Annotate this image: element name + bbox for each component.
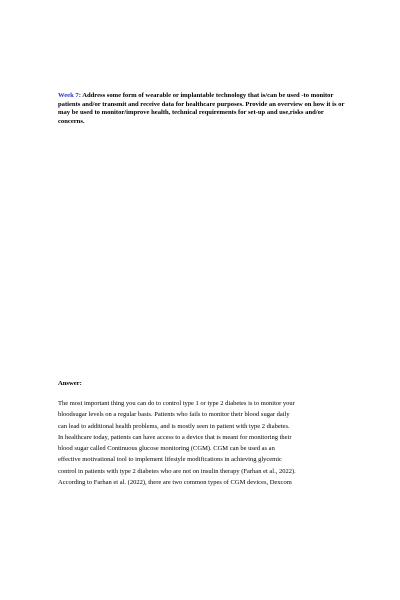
assignment-prompt — [58, 92, 350, 127]
answer-line: blood sugar called Continuous glucose monitoring (CGM). CGM can be used as an — [58, 445, 275, 453]
answer-line: bloodsugar levels on a regular basis. Patients who fails to monitor their blood sugar daily — [58, 411, 290, 419]
answer-line: control in patients with type 2 diabetes who are not on insulin therapy (Farhan et al., 2022). — [58, 467, 296, 475]
answer-line: The most important thing you can do to control type 1 or type 2 diabetes is to monitor your — [58, 400, 295, 407]
answer-line: According to Farhan et al. (2022), there are two common types of CGM devices, Dexcom — [58, 479, 292, 487]
answer-line: effective motivational tool to implement lifestyle modifications in achieving glycemic — [58, 456, 282, 464]
answer-line: In healthcare today, patients can have access to a device that is meant for monitoring their — [58, 433, 292, 441]
prompt-text: Address some form of wearable or implantable technology that is/can be used -to monitor patients and/or transmit and receive data for healthcare purposes. Provide an overview on how it is or may be used to monitor/improve health, technical requirements for set-up and use,risks and/or concerns. — [58, 92, 345, 126]
answer-heading: Answer: — [58, 380, 82, 387]
week-label: Week 7: — [58, 92, 81, 99]
answer-body — [58, 398, 350, 488]
answer-line: can lead to additional health problems, and is mostly seen in patient with type 2 diabetes. — [58, 422, 290, 430]
